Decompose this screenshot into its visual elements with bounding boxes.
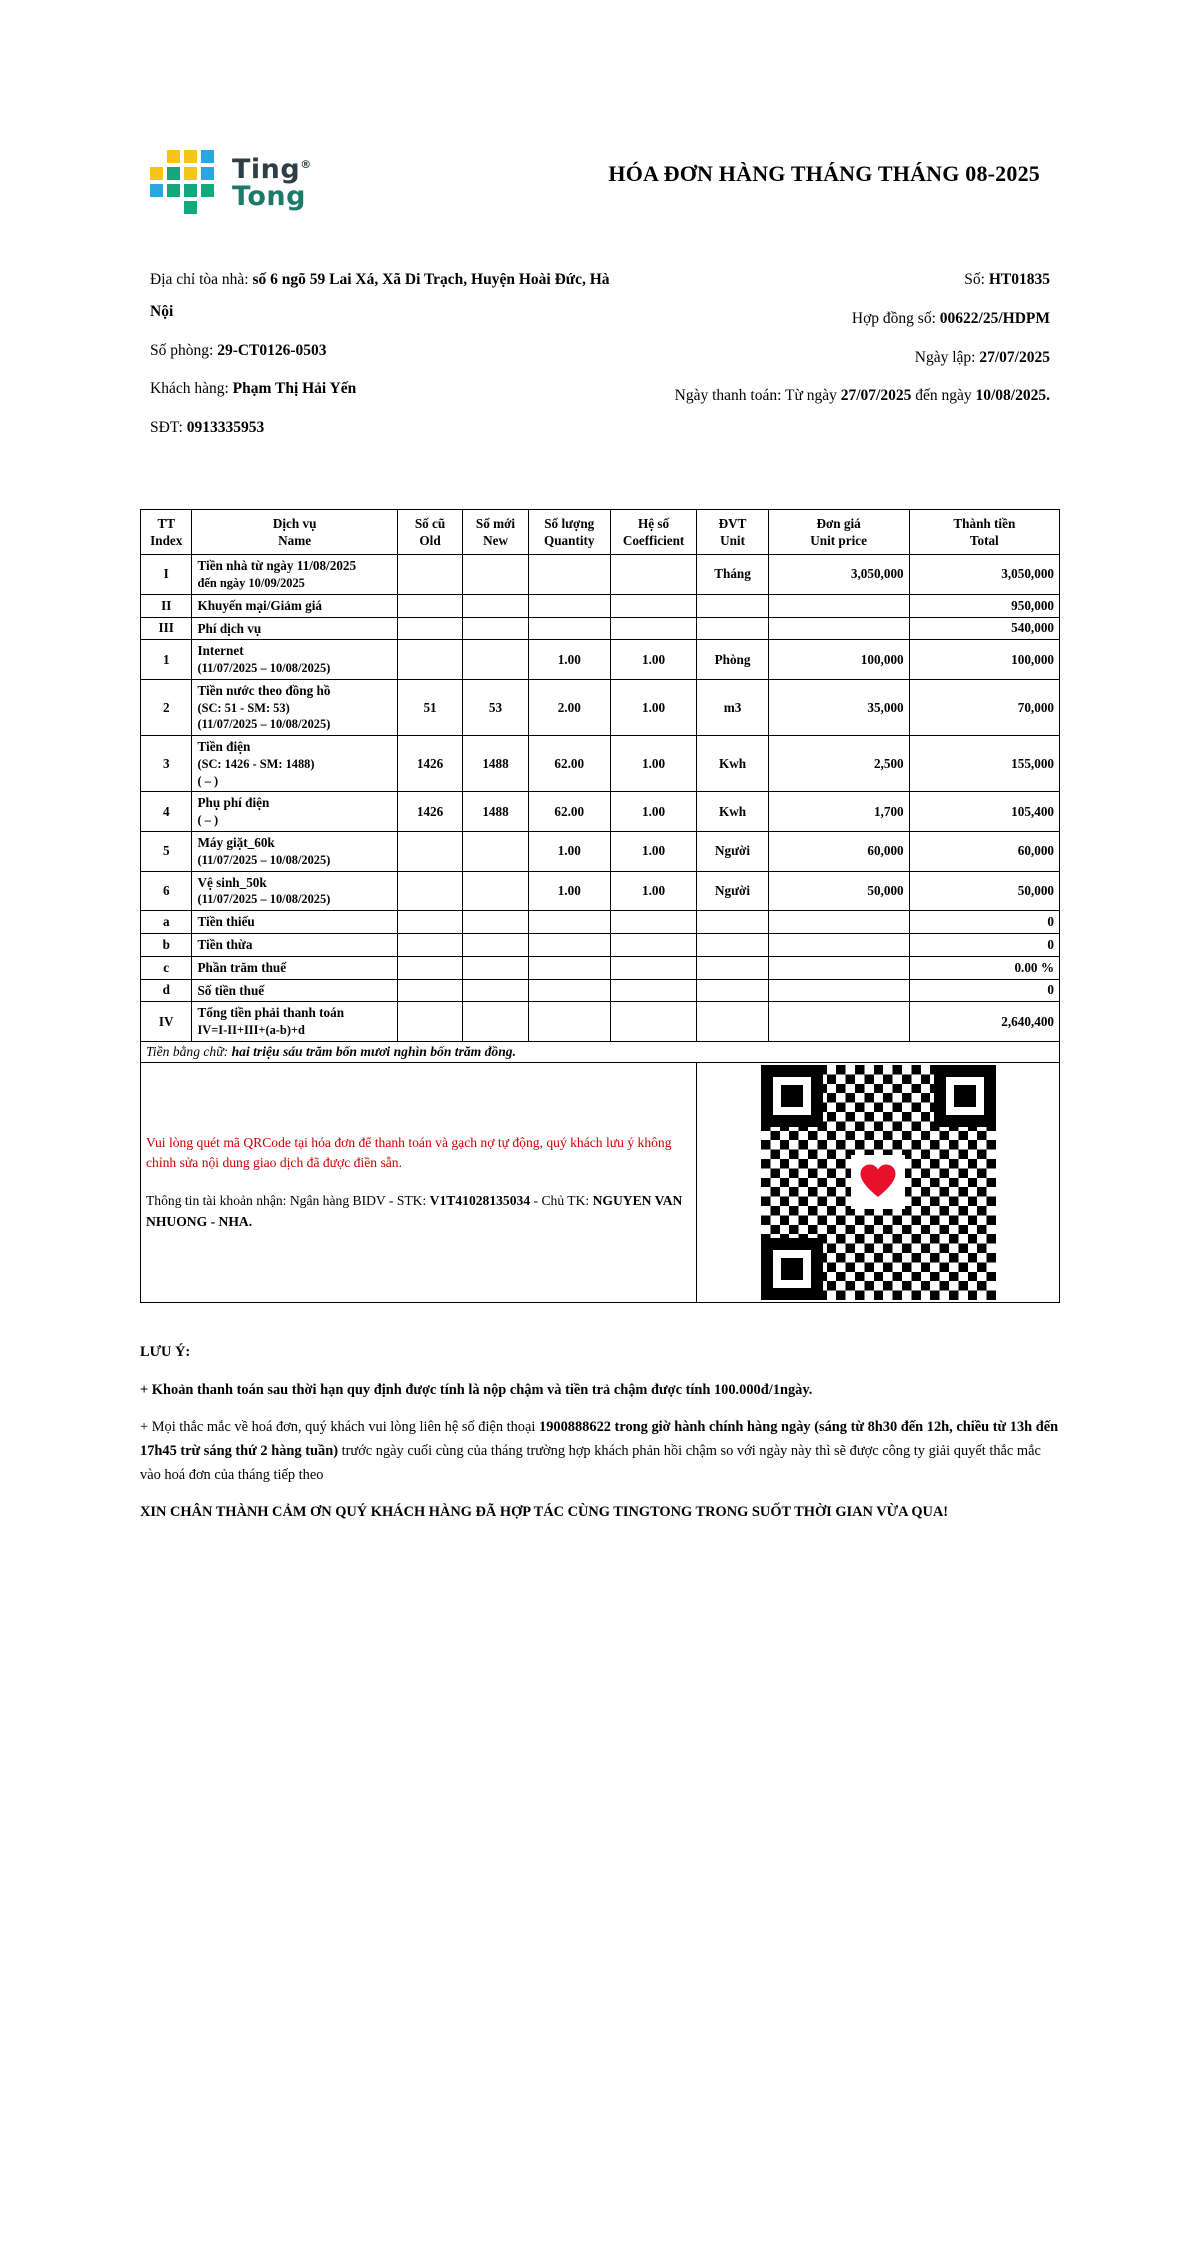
row-old-reading	[397, 640, 462, 680]
row-old-reading	[397, 1002, 462, 1042]
row-new-reading	[463, 871, 528, 911]
row-service-name: Tiền điện (SC: 1426 - SM: 1488) ( – )	[192, 736, 397, 792]
row-new-reading	[463, 831, 528, 871]
row-total: 50,000	[909, 871, 1059, 911]
row-index: II	[141, 594, 192, 617]
note-line-2	[140, 1416, 1060, 1487]
row-total: 0.00 %	[909, 956, 1059, 979]
row-total: 105,400	[909, 792, 1059, 832]
row-coefficient: 1.00	[610, 736, 697, 792]
row-unit: Kwh	[697, 736, 768, 792]
row-old-reading: 1426	[397, 736, 462, 792]
row-coefficient: 1.00	[610, 831, 697, 871]
row-service-name: Tiền nhà từ ngày 11/08/2025 đến ngày 10/09/2025	[192, 555, 397, 595]
meta-value: số 6 ngõ 59 Lai Xá, Xã Di Trạch, Huyện Hoài Đức, Hà Nội	[150, 271, 610, 320]
row-coefficient	[610, 911, 697, 934]
row-service-sub: đến ngày 10/09/2025	[197, 575, 305, 590]
row-index: I	[141, 555, 192, 595]
row-coefficient	[610, 979, 697, 1002]
row-index: 5	[141, 831, 192, 871]
qr-instruction-text: Vui lòng quét mã QRCode tại hóa đơn để thanh toán và gạch nợ tự động, quý khách lưu ý không chỉnh sửa nội dung giao dịch đã được điền sẵn.	[146, 1134, 672, 1171]
row-service-sub: (11/07/2025 – 10/08/2025)	[197, 717, 331, 732]
table-header	[141, 509, 1060, 554]
meta-value: 29-CT0126-0503	[217, 341, 327, 359]
table-row	[141, 555, 1060, 595]
row-unit-price: 1,700	[768, 792, 909, 832]
row-service-sub: (11/07/2025 – 10/08/2025)	[197, 852, 331, 867]
meta-phone	[150, 412, 618, 444]
row-unit	[697, 956, 768, 979]
meta-label: Hợp đồng số:	[851, 309, 936, 327]
brand-reg: ®	[300, 158, 312, 171]
row-new-reading	[463, 617, 528, 640]
note-line-1: + Khoản thanh toán sau thời hạn quy định được tính là nộp chậm và tiền trả chậm được tính 100.000đ/1ngày.	[140, 1381, 813, 1398]
row-service-name: Internet (11/07/2025 – 10/08/2025)	[192, 640, 397, 680]
row-total: 3,050,000	[909, 555, 1059, 595]
row-quantity: 2.00	[528, 679, 610, 735]
row-service-name: Phí dịch vụ	[192, 617, 397, 640]
row-unit: Kwh	[697, 792, 768, 832]
meta-label: SĐT:	[150, 419, 183, 437]
row-quantity	[528, 594, 610, 617]
meta-contract-number	[618, 303, 1050, 335]
row-old-reading	[397, 956, 462, 979]
row-unit	[697, 617, 768, 640]
bank-account-owner: NGUYEN VAN NHUONG - NHA.	[146, 1192, 683, 1229]
invoice-notes	[0, 1303, 1200, 1523]
row-unit-price: 100,000	[768, 640, 909, 680]
payment-row	[141, 1062, 1060, 1302]
qr-finder-top-left	[761, 1065, 823, 1127]
row-unit: Người	[697, 831, 768, 871]
row-new-reading: 1488	[463, 736, 528, 792]
amount-in-words-row	[141, 1041, 1060, 1062]
row-total: 155,000	[909, 736, 1059, 792]
row-quantity	[528, 933, 610, 956]
notes-title: LƯU Ý:	[140, 1343, 191, 1360]
meta-value: 27/07/2025	[979, 348, 1050, 366]
brand-logo	[150, 140, 480, 216]
meta-room-number	[150, 335, 618, 367]
row-index: c	[141, 956, 192, 979]
row-total: 100,000	[909, 640, 1059, 680]
meta-label: Địa chỉ tòa nhà:	[150, 271, 249, 288]
row-service-name: Tiền nước theo đồng hồ (SC: 51 - SM: 53) (11/07/2025 – 10/08/2025)	[192, 679, 397, 735]
note-2-part-d: trường hợp khách phản hồi chậm so với ngày này thì sẽ được công ty giải quyết thắc mắc vào hoá đơn của tháng tiếp theo	[140, 1443, 1041, 1483]
row-new-reading	[463, 911, 528, 934]
row-unit-price	[768, 911, 909, 934]
row-quantity	[528, 979, 610, 1002]
qr-code-icon[interactable]	[761, 1065, 996, 1300]
table-header-row	[141, 509, 1060, 554]
row-service-name: Số tiền thuế	[192, 979, 397, 1002]
meta-value: Phạm Thị Hải Yến	[232, 380, 357, 398]
row-old-reading	[397, 831, 462, 871]
row-index: a	[141, 911, 192, 934]
col-unit: ĐVT Unit	[697, 509, 768, 554]
bank-info-text	[146, 1190, 691, 1232]
row-new-reading: 1488	[463, 792, 528, 832]
row-total: 70,000	[909, 679, 1059, 735]
row-unit: Phòng	[697, 640, 768, 680]
row-coefficient	[610, 617, 697, 640]
col-coefficient: Hệ số Coefficient	[610, 509, 697, 554]
row-new-reading	[463, 555, 528, 595]
table-row	[141, 640, 1060, 680]
row-new-reading	[463, 979, 528, 1002]
row-service-sub: IV=I-II+III+(a-b)+d	[197, 1023, 305, 1038]
row-total: 0	[909, 911, 1059, 934]
row-unit: Người	[697, 871, 768, 911]
row-index: 1	[141, 640, 192, 680]
row-service-sub: ( – )	[197, 773, 219, 788]
row-old-reading: 51	[397, 679, 462, 735]
row-service-sub: (SC: 1426 - SM: 1488)	[197, 756, 315, 771]
table-row	[141, 679, 1060, 735]
row-unit-price	[768, 979, 909, 1002]
row-coefficient: 1.00	[610, 792, 697, 832]
row-index: b	[141, 933, 192, 956]
meta-label: Khách hàng:	[150, 380, 229, 398]
row-unit: Tháng	[697, 555, 768, 595]
table-row	[141, 871, 1060, 911]
meta-value-2: 10/08/2025.	[975, 387, 1050, 405]
row-quantity: 1.00	[528, 831, 610, 871]
row-index: 2	[141, 679, 192, 735]
row-old-reading	[397, 555, 462, 595]
bank-mid: - Chủ TK:	[530, 1192, 593, 1208]
row-quantity: 62.00	[528, 792, 610, 832]
row-unit	[697, 933, 768, 956]
brand-line2: Tong	[232, 181, 306, 212]
row-unit-price	[768, 956, 909, 979]
table-row	[141, 831, 1060, 871]
table-footer-body	[141, 1041, 1060, 1302]
row-quantity	[528, 911, 610, 934]
row-quantity	[528, 1002, 610, 1042]
row-new-reading	[463, 933, 528, 956]
row-service-name: Khuyến mại/Giảm giá	[192, 594, 397, 617]
row-old-reading	[397, 933, 462, 956]
row-old-reading	[397, 911, 462, 934]
row-old-reading	[397, 617, 462, 640]
row-coefficient	[610, 594, 697, 617]
row-unit	[697, 1002, 768, 1042]
page-title: HÓA ĐƠN HÀNG THÁNG THÁNG 08-2025	[608, 161, 1040, 186]
note-2-part-b: 1900888622 trong giờ hành chính hàng ngày (sáng từ 8h30 đến 12h, chiều từ 13h đến 17h45 trừ sáng thứ 2 hàng tuần)	[140, 1419, 1059, 1460]
row-total: 0	[909, 979, 1059, 1002]
col-new: Số mới New	[463, 509, 528, 554]
meta-value: 27/07/2025	[840, 387, 912, 405]
meta-customer	[150, 373, 618, 405]
row-unit	[697, 979, 768, 1002]
thanks-message: XIN CHÂN THÀNH CẢM ƠN QUÝ KHÁCH HÀNG ĐÃ HỢP TÁC CÙNG TINGTONG TRONG SUỐT THỜI GIAN VỪA QUA!	[140, 1503, 949, 1520]
row-service-sub: (11/07/2025 – 10/08/2025)	[197, 892, 331, 907]
row-coefficient	[610, 956, 697, 979]
row-service-name: Phụ phí điện ( – )	[192, 792, 397, 832]
row-coefficient	[610, 555, 697, 595]
row-unit-price: 50,000	[768, 871, 909, 911]
row-new-reading	[463, 594, 528, 617]
qr-finder-top-right	[934, 1065, 996, 1127]
meta-label: Số:	[964, 271, 985, 288]
row-index: d	[141, 979, 192, 1002]
heart-icon	[851, 1155, 905, 1209]
row-service-sub: (11/07/2025 – 10/08/2025)	[197, 661, 331, 676]
row-service-sub: ( – )	[197, 813, 219, 828]
meta-invoice-number	[618, 264, 1050, 296]
row-quantity: 1.00	[528, 871, 610, 911]
row-old-reading	[397, 979, 462, 1002]
meta-label: Ngày lập:	[914, 348, 976, 366]
col-total: Thành tiền Total	[909, 509, 1059, 554]
row-unit	[697, 594, 768, 617]
note-2-part-c: trước ngày cuối cùng của tháng	[338, 1443, 523, 1460]
row-service-sub: (SC: 51 - SM: 53)	[197, 700, 290, 715]
table-row	[141, 979, 1060, 1002]
row-coefficient: 1.00	[610, 871, 697, 911]
col-index: TT Index	[141, 509, 192, 554]
meta-issue-date	[618, 342, 1050, 374]
invoice-table-wrap	[0, 509, 1200, 1303]
qr-code-cell	[697, 1062, 1060, 1302]
row-old-reading	[397, 871, 462, 911]
row-service-name: Vệ sinh_50k (11/07/2025 – 10/08/2025)	[192, 871, 397, 911]
table-body	[141, 555, 1060, 1042]
row-unit	[697, 911, 768, 934]
meta-value: 00622/25/HDPM	[939, 309, 1050, 327]
meta-right-column	[618, 264, 1050, 451]
payment-info-cell	[141, 1062, 697, 1302]
row-index: 6	[141, 871, 192, 911]
col-old: Số cũ Old	[397, 509, 462, 554]
col-name: Dịch vụ Name	[192, 509, 397, 554]
row-old-reading: 1426	[397, 792, 462, 832]
row-unit-price	[768, 1002, 909, 1042]
row-coefficient	[610, 1002, 697, 1042]
table-row	[141, 1002, 1060, 1042]
row-unit-price: 3,050,000	[768, 555, 909, 595]
row-quantity: 1.00	[528, 640, 610, 680]
row-old-reading	[397, 594, 462, 617]
row-quantity: 62.00	[528, 736, 610, 792]
row-service-name: Máy giặt_60k (11/07/2025 – 10/08/2025)	[192, 831, 397, 871]
row-unit: m3	[697, 679, 768, 735]
meta-value: 0913335953	[186, 419, 265, 437]
row-coefficient: 1.00	[610, 679, 697, 735]
table-row	[141, 933, 1060, 956]
qr-finder-bottom-left	[761, 1238, 823, 1300]
row-service-name: Phần trăm thuế	[192, 956, 397, 979]
note-2-part-a: + Mọi thắc mắc về hoá đơn, quý khách vui lòng liên hệ số điện thoại	[140, 1419, 539, 1436]
row-service-name: Tổng tiền phải thanh toán IV=I-II+III+(a-b)+d	[192, 1002, 397, 1042]
row-unit-price: 35,000	[768, 679, 909, 735]
table-row	[141, 792, 1060, 832]
invoice-table	[140, 509, 1060, 1303]
row-unit-price	[768, 617, 909, 640]
row-service-name: Tiền thiếu	[192, 911, 397, 934]
amount-in-words-cell: Tiền bằng chữ: hai triệu sáu trăm bốn mươi nghìn bốn trăm đồng.	[141, 1041, 1060, 1062]
row-new-reading	[463, 640, 528, 680]
row-service-name: Tiền thừa	[192, 933, 397, 956]
row-index: 3	[141, 736, 192, 792]
row-unit-price: 60,000	[768, 831, 909, 871]
row-quantity	[528, 555, 610, 595]
table-row	[141, 736, 1060, 792]
row-quantity	[528, 956, 610, 979]
invoice-header	[0, 0, 1200, 216]
col-quantity: Số lượng Quantity	[528, 509, 610, 554]
table-row	[141, 617, 1060, 640]
row-index: 4	[141, 792, 192, 832]
row-coefficient: 1.00	[610, 640, 697, 680]
brand-line1: Ting	[232, 154, 301, 185]
bank-account-number: V1T41028135034	[429, 1192, 531, 1208]
row-unit-price	[768, 594, 909, 617]
invoice-meta	[0, 216, 1200, 451]
bank-prefix: Thông tin tài khoản nhận: Ngân hàng BIDV - STK:	[146, 1192, 430, 1208]
table-row	[141, 911, 1060, 934]
row-total: 2,640,400	[909, 1002, 1059, 1042]
row-new-reading: 53	[463, 679, 528, 735]
meta-payment-period	[618, 380, 1050, 412]
col-unit-price: Đơn giá Unit price	[768, 509, 909, 554]
row-index: III	[141, 617, 192, 640]
row-index: IV	[141, 1002, 192, 1042]
row-total: 0	[909, 933, 1059, 956]
amount-in-words-value: hai triệu sáu trăm bốn mươi nghìn bốn trăm đồng.	[231, 1043, 516, 1059]
row-coefficient	[610, 933, 697, 956]
table-row	[141, 594, 1060, 617]
row-new-reading	[463, 1002, 528, 1042]
row-total: 60,000	[909, 831, 1059, 871]
row-total: 950,000	[909, 594, 1059, 617]
meta-building-address	[150, 264, 618, 328]
row-new-reading	[463, 956, 528, 979]
table-row	[141, 956, 1060, 979]
meta-left-column	[150, 264, 618, 451]
row-total: 540,000	[909, 617, 1059, 640]
amount-in-words-label: Tiền bằng chữ	[146, 1043, 224, 1059]
row-unit-price: 2,500	[768, 736, 909, 792]
meta-label-2: đến ngày	[915, 387, 972, 405]
meta-value: HT01835	[988, 271, 1050, 288]
meta-label: Số phòng:	[150, 341, 214, 359]
tingtong-logo-icon	[150, 150, 222, 216]
row-quantity	[528, 617, 610, 640]
meta-label: Ngày thanh toán: Từ ngày	[674, 387, 837, 405]
row-unit-price	[768, 933, 909, 956]
